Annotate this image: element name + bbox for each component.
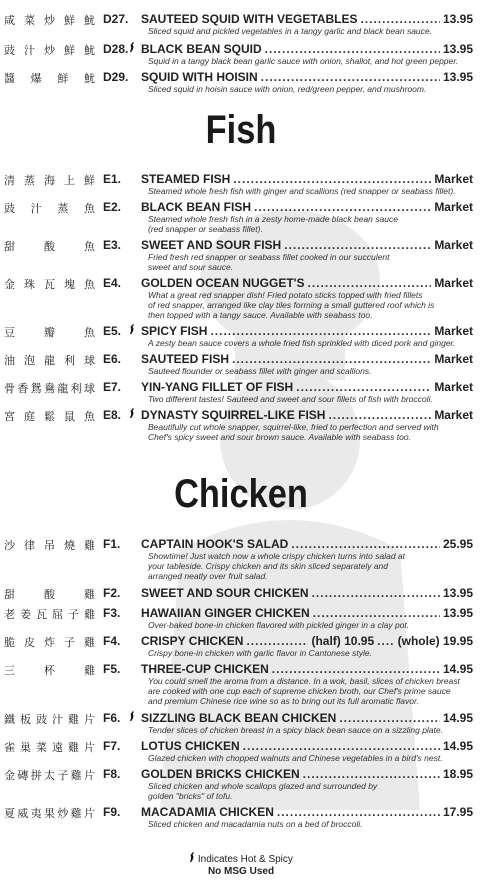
chinese-name: 豆瓣魚 [4,326,96,339]
item-price: 25.95 [442,537,473,551]
item-name-line [141,70,473,84]
item-name: HAWAIIAN GINGER CHICKEN [141,606,310,620]
item-name: STEAMED FISH [141,172,231,186]
section-title: Chicken [174,472,308,516]
leader-dots [377,634,394,648]
item-description: Steamed whole fresh fish in a zesty home-made black bean sauce (red snapper or seabass fillet). [148,214,398,234]
chinese-name: 脆皮炸子雞 [4,636,96,649]
item-code: D28. [103,42,129,56]
pepper-icon [129,711,135,722]
item-description: Sliced squid and pickled vegetables in a tangy garlic and black bean sauce. [148,26,432,36]
item-name-line [141,12,473,26]
item-price: Market [434,352,473,366]
item-description: Beautifully cut whole snapper, squirrel-like, fried to perfection and served with Chef's spicy sweet and sour brown sauce. Available with seabass too. [148,422,439,442]
msg-note: No MSG Used [207,866,275,877]
chinese-name: 鐵板豉汁雞片 [4,713,96,726]
chinese-name: 油泡龍利球 [4,354,96,367]
item-name-line [141,324,473,338]
menu-footer [0,852,482,878]
spicy-marker [129,408,135,422]
leader-dots [360,12,440,26]
item-name: GOLDEN BRICKS CHICKEN [141,767,300,781]
leader-dots [265,42,440,56]
item-price: Market [434,324,473,338]
item-name: YIN-YANG FILLET OF FISH [141,380,294,394]
chinese-name: 甜酸雞 [4,588,96,601]
item-description: Steamed whole fresh fish with ginger and scallions (red snapper or seabass fillet). [148,186,456,196]
pepper-icon [129,324,135,335]
chinese-name: 豉汁蒸魚 [4,202,96,215]
item-name-line [141,586,473,600]
item-name-line [141,662,473,676]
leader-dots [272,662,440,676]
half-price: (half) 10.95 [311,634,375,648]
item-name: BLACK BEAN SQUID [141,42,262,56]
item-price: 13.95 [442,12,473,26]
chinese-name: 三杯雞 [4,664,96,677]
chinese-name: 甜酸魚 [4,240,96,253]
item-description: Tender slices of chicken breast in a spicy black bean sauce on a sizzling plate. [148,725,443,735]
item-name: THREE-CUP CHICKEN [141,662,269,676]
item-name-line [141,805,473,819]
item-description: Sliced squid in hoisin sauce with onion, red/green pepper, and mushroom. [148,84,427,94]
whole-price: (whole) 19.95 [397,634,473,648]
chinese-name: 咸菜炒鮮魷 [4,14,96,27]
item-code: D27. [103,12,129,26]
chinese-name: 金磚拼太子雞片 [4,769,96,782]
item-name-line [141,276,473,290]
leader-dots [303,767,440,781]
spicy-note: Indicates Hot & Spicy [197,854,293,865]
spicy-marker [129,711,135,725]
item-price: 14.95 [442,739,473,753]
item-name: SPICY FISH [141,324,208,338]
item-description: Crispy bone-in chicken with garlic flavor in Cantonese style. [148,648,372,658]
item-code: E3. [103,238,122,252]
item-name: SWEET AND SOUR FISH [141,238,282,252]
item-price: 18.95 [442,767,473,781]
item-name: DYNASTY SQUIRREL-LIKE FISH [141,408,326,422]
pepper-icon [129,42,135,53]
chinese-name: 豉汁炒鮮魷 [4,44,96,57]
leader-dots [296,380,431,394]
leader-dots [233,172,431,186]
chinese-name: 夏威夷果炒雞片 [4,807,96,820]
item-code: F3. [103,606,121,620]
item-code: E8. [103,408,122,422]
chinese-name: 金珠瓦塊魚 [4,278,96,291]
item-description: Glazed chicken with chopped walnuts and Chinese vegetables in a bird's nest. [148,753,443,763]
section-title: Fish [205,108,277,152]
leader-dots [261,70,440,84]
chinese-name: 骨香鴛鴦龍利球 [4,382,96,395]
item-code: E5. [103,324,122,338]
leader-dots [313,606,440,620]
item-price: Market [434,200,473,214]
item-name: BLACK BEAN FISH [141,200,251,214]
leader-dots [339,711,440,725]
item-price: Market [434,238,473,252]
spicy-marker [129,42,135,56]
item-description: Sauteed flounder or seabass fillet with ginger and scallions. [148,366,372,376]
chinese-name: 老姜瓦屈子雞 [4,608,96,621]
item-code: F1. [103,537,121,551]
leader-dots [210,324,431,338]
chinese-name: 宮庭鬆鼠魚 [4,410,96,423]
item-code: E7. [103,380,122,394]
item-name-line [141,767,473,781]
item-name-line [141,634,473,648]
item-code: E1. [103,172,122,186]
item-description: Sliced chicken and macadamia nuts on a bed of broccoli. [148,819,363,829]
chinese-name: 清蒸海上鮮 [4,174,96,187]
item-code: F6. [103,711,121,725]
item-name-line [141,42,473,56]
item-name-line [141,537,473,551]
item-price: Market [434,408,473,422]
item-code: F8. [103,767,121,781]
item-name-line [141,352,473,366]
item-code: F4. [103,634,121,648]
chinese-name: 醬爆鮮魷 [4,72,96,85]
item-name-line [141,711,473,725]
item-price: 13.95 [442,42,473,56]
item-name: MACADAMIA CHICKEN [141,805,274,819]
item-price: 13.95 [442,586,473,600]
item-name: SWEET AND SOUR CHICKEN [141,586,309,600]
item-price: 13.95 [442,606,473,620]
item-name: LOTUS CHICKEN [141,739,240,753]
item-price: Market [434,172,473,186]
item-code: E4. [103,276,122,290]
leader-dots [232,352,431,366]
item-description: Squid in a tangy black bean garlic sauce with onion, shallot, and hot green pepper. [148,56,459,66]
item-description: Over-baked bone-in chicken flavored with pickled ginger in a clay pot. [148,620,410,630]
item-description: Showtime! Just watch now a whole crispy chicken turns into salad at your tableside. Crispy chicken and its skin sliced separately and arranged neatly over fruit salad. [148,551,406,581]
item-name-line [141,606,473,620]
item-description: You could smell the aroma from a distance. In a wok, basil, slices of chicken breast are cooked with one cup each of supreme chicken broth, our Chef's prime sauce and premium Chinese rice wine so as to bring out its full aromatic flavor. [148,676,460,706]
item-name-line [141,238,473,252]
item-code: F2. [103,586,121,600]
spicy-marker [129,324,135,338]
item-name-line [141,380,473,394]
chinese-name: 沙律吊燒雞 [4,539,96,552]
item-code: F5. [103,662,121,676]
item-code: F7. [103,739,121,753]
leader-dots [308,276,432,290]
item-price: 13.95 [442,70,473,84]
item-price: 17.95 [442,805,473,819]
item-name: SAUTEED SQUID WITH VEGETABLES [141,12,358,26]
item-name: SQUID WITH HOISIN [141,70,258,84]
leader-dots [328,408,431,422]
item-name-line [141,200,473,214]
item-price: 14.95 [442,662,473,676]
item-name-line [141,739,473,753]
item-name: CAPTAIN HOOK'S SALAD [141,537,289,551]
item-price: Market [434,380,473,394]
item-price: 14.95 [442,711,473,725]
leader-dots [284,238,431,252]
leader-dots [243,739,440,753]
chinese-name: 雀巢菜遠雞片 [4,741,96,754]
item-code: E2. [103,200,122,214]
leader-dots [254,200,431,214]
leader-dots [312,586,440,600]
item-name: GOLDEN OCEAN NUGGET'S [141,276,305,290]
spicy-legend [0,852,482,866]
item-description: A zesty bean sauce covers a whole fried fish sprinkled with diced pork and ginger. [148,338,456,348]
pepper-icon [189,852,195,863]
item-description: What a great red snapper dish! Fried potato sticks topped with fried fillets of red snapper, arranged like clay tiles forming a small guttered roof which is then topped with a tangy sauce. Available with seabass too. [148,290,435,320]
leader-dots [246,634,308,648]
leader-dots [277,805,440,819]
item-code: D29. [103,70,129,84]
item-code: E6. [103,352,122,366]
item-code: F9. [103,805,121,819]
item-description: Fried fresh red snapper or seabass fillet cooked in our succulent sweet and sour sauce. [148,252,390,272]
item-description: Two different tastes! Sauteed and sweet and sour fillets of fish with broccoli. [148,394,433,404]
item-name: CRISPY CHICKEN [141,634,244,648]
item-name: SAUTEED FISH [141,352,230,366]
item-name: SIZZLING BLACK BEAN CHICKEN [141,711,337,725]
item-name-line [141,172,473,186]
item-name-line [141,408,473,422]
leader-dots [291,537,440,551]
item-price: Market [434,276,473,290]
pepper-icon [129,408,135,419]
item-description: Sliced chicken and whole scallops glazed and surrounded by golden "bricks" of tofu. [148,781,378,801]
